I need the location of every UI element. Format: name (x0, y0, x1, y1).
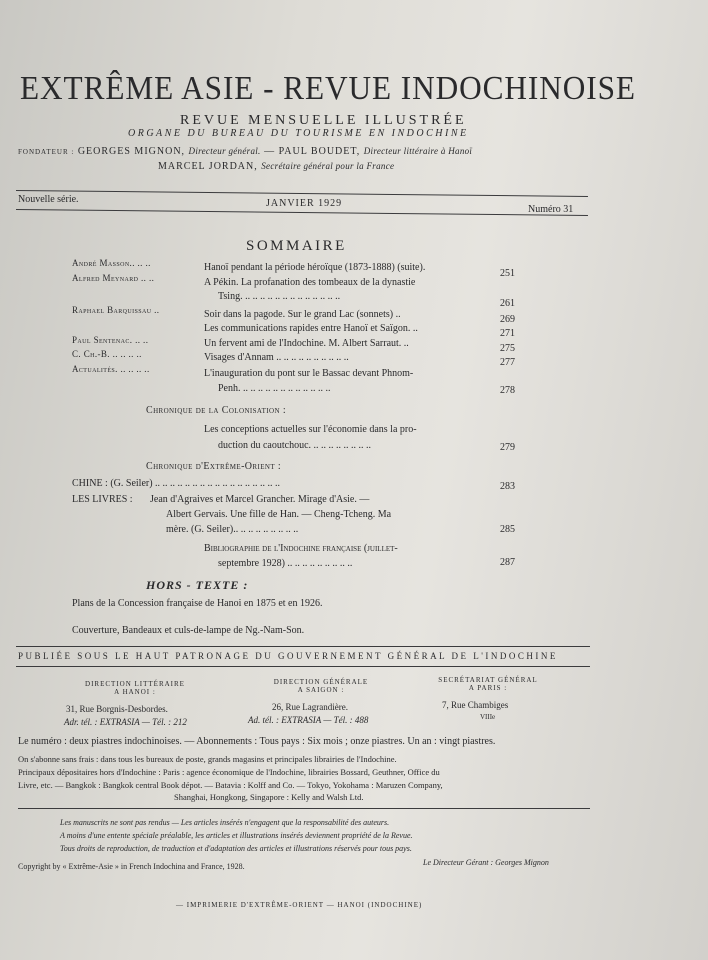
issue-number: Numéro 31 (528, 204, 574, 215)
founders-line-2 (158, 161, 394, 172)
toc-author: Alfred Meynard .. .. (72, 273, 155, 283)
toc-page: 279 (500, 442, 515, 453)
toc-title: L'inauguration du pont sur le Bassac devant Phnom- (204, 368, 414, 379)
toc-page: 261 (500, 298, 515, 309)
journal-subtitle: REVUE MENSUELLE ILLUSTRÉE (180, 113, 467, 128)
address-tel: Adr. tél. : EXTRASIA — Tél. : 212 (64, 717, 187, 727)
toc-author: C. Ch.-B. .. .. .. .. (72, 349, 142, 359)
toc-title-cont: Penh. .. .. .. .. .. .. .. .. .. .. .. .. (218, 383, 331, 394)
toc-page: 275 (500, 343, 515, 354)
address-street: 31, Rue Borgnis-Desbordes. (66, 704, 168, 714)
address-label: DIRECTION LITTÉRAIRE (85, 680, 185, 688)
journal-organe: ORGANE DU BUREAU DU TOURISME EN INDOCHINE (128, 128, 469, 139)
patronage-line: PUBLIÉE SOUS LE HAUT PATRONAGE DU GOUVERNEMENT GÉNÉRAL DE L'INDOCHINE (18, 651, 558, 661)
toc-page: 278 (500, 385, 515, 396)
toc-title-cont: Tsing. .. .. .. .. .. .. .. .. .. .. .. .. .. (218, 291, 341, 302)
address-street: 26, Rue Lagrandière. (272, 702, 348, 712)
toc-page: 283 (500, 481, 515, 492)
divider (16, 209, 588, 216)
toc-title-cont: duction du caoutchouc. .. .. .. .. .. .. .. .. (218, 440, 372, 451)
toc-author: Raphael Barquissau .. (72, 305, 160, 315)
toc-livres: Albert Gervais. Une fille de Han. — Cheng-Tcheng. Ma (166, 509, 392, 520)
hors-texte-plans: Plans de la Concession française de Hanoi en 1875 et en 1926. (72, 598, 323, 609)
address-saigon (246, 678, 396, 694)
divider (16, 666, 590, 667)
founders-line (18, 146, 472, 157)
copyright: Copyright by « Extrême-Asie » in French Indochina and France, 1928. (18, 862, 245, 871)
address-paris (428, 676, 548, 692)
journal-title: EXTRÊME ASIE - REVUE INDOCHINOISE (20, 70, 636, 107)
toc-title: Un fervent ami de l'Indochine. M. Albert Sarraut. .. (204, 338, 409, 349)
address-city: A SAIGON : (297, 686, 345, 694)
hors-texte-heading: HORS - TEXTE : (146, 578, 249, 592)
info-line: Livre, etc. — Bangkok : Bangkok central Book dépot. — Batavia : Kolff and Co. — Tokyo, Yokohama : Maruzen Company, (18, 780, 443, 790)
legal-line: A moins d'une entente spéciale préalable, les articles et illustrations insérés deviennent propriété de la Revue. (60, 831, 413, 840)
price-line: Le numéro : deux piastres indochinoises. — Abonnements : Tous pays : Six mois ; onze piastres. Un an : vingt piastres. (18, 736, 496, 747)
founder-role: Directeur général. (188, 146, 261, 156)
founder-name: MARCEL JORDAN, (158, 161, 258, 172)
toc-chine: CHINE : (G. Seiler) .. .. .. .. .. .. .. .. .. .. .. .. .. .. .. .. .. (72, 478, 281, 489)
toc-title: Visages d'Annam .. .. .. .. .. .. .. .. .. .. (204, 352, 349, 363)
address-city: A HANOI : (114, 688, 156, 696)
toc-title: A Pékin. La profanation des tombeaux de la dynastie (204, 277, 416, 288)
legal-line: Les manuscrits ne sont pas rendus — Les articles insérés n'engagent que la responsabilité des auteurs. (60, 818, 390, 827)
legal-line: Tous droits de reproduction, de traduction et d'adaptation des articles et illustrations réservés pour tous pays. (60, 844, 412, 853)
toc-page: 251 (500, 268, 515, 279)
toc-livres: Jean d'Agraives et Marcel Grancher. Mirage d'Asie. — (150, 494, 370, 505)
divider (16, 646, 590, 647)
chronique-extreme-orient-heading: Chronique d'Extrême-Orient : (146, 461, 282, 472)
toc-bibliographie-cont: septembre 1928) .. .. .. .. .. .. .. .. .. (218, 558, 353, 569)
imprimerie: — IMPRIMERIE D'EXTRÊME-ORIENT — HANOI (INDOCHINE) (176, 901, 423, 909)
toc-page: 277 (500, 357, 515, 368)
divider (18, 808, 590, 809)
toc-title: Les conceptions actuelles sur l'économie dans la pro- (204, 424, 417, 435)
toc-title: Les communications rapides entre Hanoï et Saïgon. .. (204, 323, 418, 334)
address-arrondissement: VIIIe (480, 713, 496, 721)
founder-role: Secrétaire général pour la France (261, 161, 395, 171)
address-tel: Ad. tél. : EXTRASIA — Tél. : 488 (248, 715, 369, 725)
info-line: Shanghai, Hongkong, Singapore : Kelly and Walsh Ltd. (174, 792, 364, 802)
toc-livres-label: LES LIVRES : (72, 494, 133, 505)
toc-author: André Masson.. .. .. (72, 258, 151, 268)
series-label: Nouvelle série. (18, 194, 79, 205)
toc-title: Hanoï pendant la période héroïque (1873-1888) (suite). (204, 262, 426, 273)
toc-livres: mère. (G. Seiler).. .. .. .. .. .. .. .. .. (166, 524, 299, 535)
founder-role: Directeur littéraire à Hanoï (363, 146, 473, 156)
chronique-colonisation-heading: Chronique de la Colonisation : (146, 405, 286, 416)
toc-title: Soir dans la pagode. Sur le grand Lac (sonnets) .. (204, 309, 401, 320)
directeur-gerant: Le Directeur Gérant : Georges Mignon (423, 858, 549, 867)
address-label: SECRÉTARIAT GÉNÉRAL (438, 676, 538, 684)
toc-page: 287 (500, 557, 515, 568)
sommaire-heading: SOMMAIRE (246, 238, 347, 254)
hors-texte-couverture: Couverture, Bandeaux et culs-de-lampe de Ng.-Nam-Son. (72, 625, 305, 636)
toc-author: Actualités. .. .. .. .. (72, 364, 150, 374)
toc-page: 285 (500, 524, 515, 535)
toc-page: 271 (500, 328, 515, 339)
info-line: On s'abonne sans frais : dans tous les bureaux de poste, grands magasins et principales librairies de l'Indochine. (18, 754, 397, 764)
address-hanoi (60, 680, 210, 696)
divider (16, 190, 588, 197)
founders-label: FONDATEUR : (18, 148, 75, 156)
founder-name: GEORGES MIGNON, (77, 146, 186, 157)
info-line: Principaux dépositaires hors d'Indochine : Paris : agence économique de l'Indochine, librairies Bossard, Geuthner, Office du (18, 767, 440, 777)
toc-page: 269 (500, 314, 515, 325)
address-street: 7, Rue Chambiges (442, 700, 509, 710)
address-label: DIRECTION GÉNÉRALE (273, 678, 369, 686)
issue-date: JANVIER 1929 (266, 198, 343, 209)
founder-name: — PAUL BOUDET, (264, 146, 361, 157)
address-city: A PARIS : (468, 684, 508, 692)
toc-bibliographie: Bibliographie de l'Indochine française (juillet- (204, 543, 398, 554)
toc-author: Paul Sentenac. .. .. (72, 335, 149, 345)
